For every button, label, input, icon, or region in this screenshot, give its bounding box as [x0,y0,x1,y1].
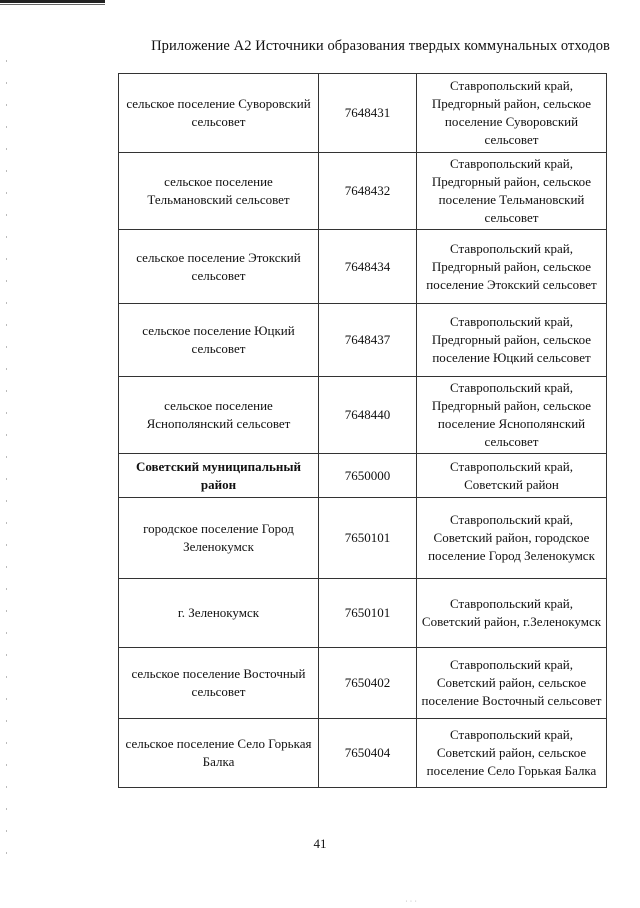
oktmo-code-cell: 7650402 [319,648,417,719]
oktmo-code-cell: 7650101 [319,579,417,648]
location-cell: Ставропольский край, Предгорный район, сельское поселение Этокский сельсовет [417,230,607,304]
settlement-name-cell: городское поселение Город Зеленокумск [119,498,319,579]
location-cell: Ставропольский край, Советский район [417,454,607,498]
page-header: Приложение А2 Источники образования твердых коммунальных отходов [151,38,610,54]
location-cell: Ставропольский край, Советский район, сельское поселение Село Горькая Балка [417,719,607,788]
table-row [119,579,607,648]
oktmo-code-cell: 7650404 [319,719,417,788]
table-row [119,153,607,230]
settlement-name-cell: сельское поселение Тельмановский сельсовет [119,153,319,230]
oktmo-code-cell: 7650000 [319,454,417,498]
location-cell: Ставропольский край, Предгорный район, сельское поселение Яснополянский сельсовет [417,377,607,454]
location-cell: Ставропольский край, Советский район, г.Зеленокумск [417,579,607,648]
settlement-name-cell: сельское поселение Юцкий сельсовет [119,304,319,377]
table-row [119,377,607,454]
scan-top-rule-thin [0,4,105,5]
table-row [119,74,607,153]
scan-footer-mark: ˙ ˙ ˙ [405,899,417,908]
settlement-name-cell: г. Зеленокумск [119,579,319,648]
oktmo-code-cell: 7650101 [319,498,417,579]
oktmo-code-cell: 7648434 [319,230,417,304]
table-row [119,648,607,719]
oktmo-code-cell: 7648431 [319,74,417,153]
oktmo-code-cell: 7648437 [319,304,417,377]
oktmo-code-cell: 7648440 [319,377,417,454]
table-row [119,304,607,377]
settlement-name-cell: сельское поселение Восточный сельсовет [119,648,319,719]
scan-top-rule [0,0,105,3]
table-row [119,230,607,304]
settlement-name-cell: сельское поселение Этокский сельсовет [119,230,319,304]
waste-sources-table [118,73,607,788]
location-cell: Ставропольский край, Предгорный район, сельское поселение Тельмановский сельсовет [417,153,607,230]
location-cell: Ставропольский край, Предгорный район, сельское поселение Юцкий сельсовет [417,304,607,377]
oktmo-code-cell: 7648432 [319,153,417,230]
scan-edge-marks [6,60,7,860]
location-cell: Ставропольский край, Советский район, городское поселение Город Зеленокумск [417,498,607,579]
settlement-name-cell: сельское поселение Яснополянский сельсовет [119,377,319,454]
district-name-cell: Советский муниципальный район [119,454,319,498]
location-cell: Ставропольский край, Предгорный район, сельское поселение Суворовский сельсовет [417,74,607,153]
location-cell: Ставропольский край, Советский район, сельское поселение Восточный сельсовет [417,648,607,719]
settlement-name-cell: сельское поселение Село Горькая Балка [119,719,319,788]
settlement-name-cell: сельское поселение Суворовский сельсовет [119,74,319,153]
table-row [119,498,607,579]
table-row [119,454,607,498]
table-row [119,719,607,788]
page-number: 41 [313,836,327,851]
